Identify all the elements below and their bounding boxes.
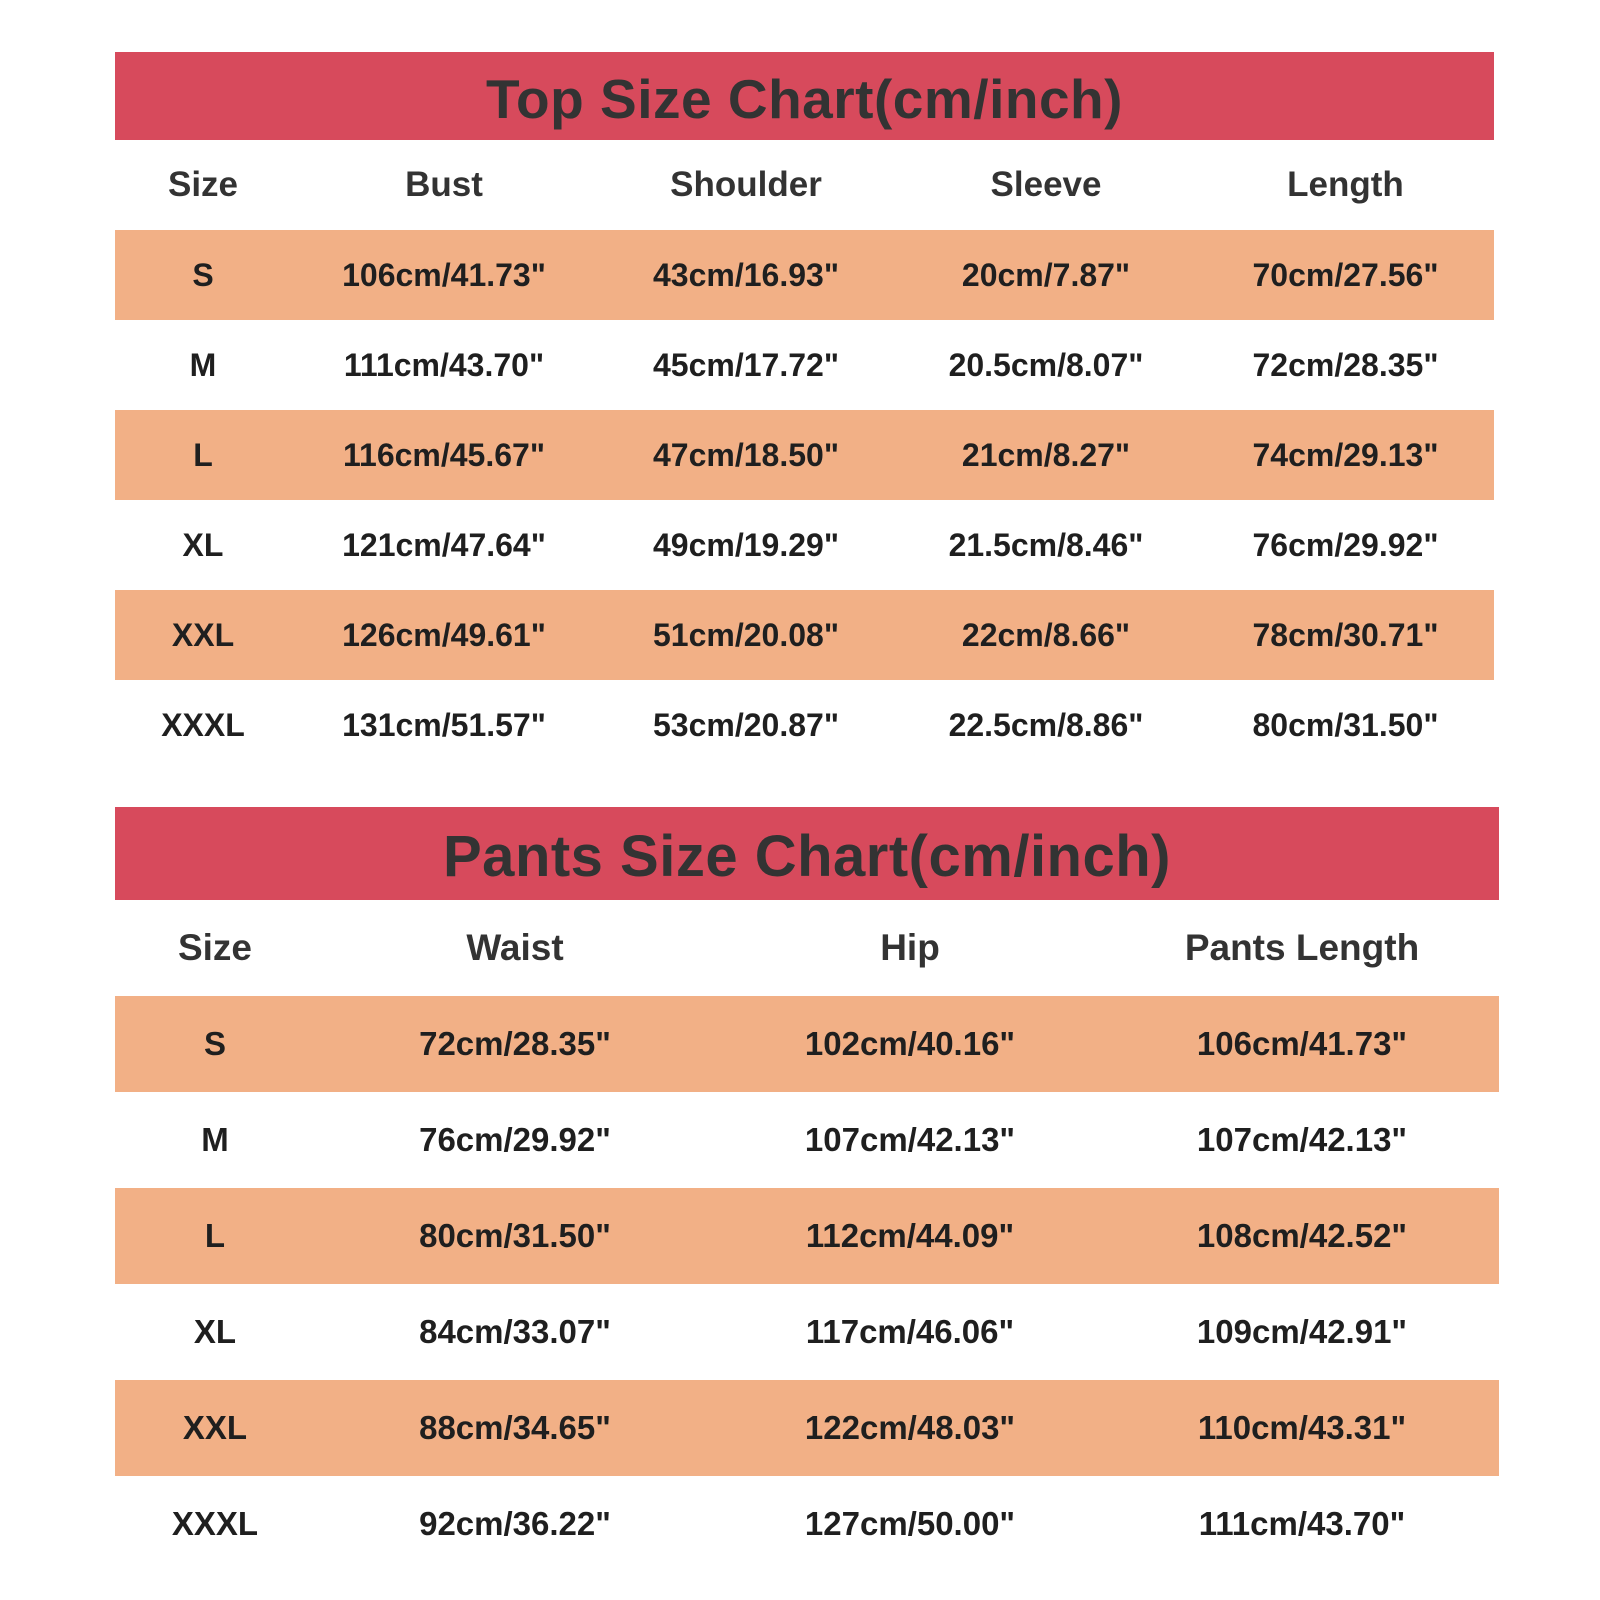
- hip-cell: 117cm/46.06": [805, 1313, 1015, 1350]
- size-cell: XXL: [115, 1380, 315, 1476]
- table-row: [115, 1476, 1499, 1572]
- waist-cell: 80cm/31.50": [315, 1188, 715, 1284]
- column-header-size: Size: [167, 165, 239, 204]
- hip-cell: 122cm/48.03": [715, 1380, 1105, 1476]
- pants-size-chart: [115, 807, 1499, 1572]
- length-cell: 74cm/29.13": [1197, 410, 1494, 500]
- pants-length-cell: 110cm/43.31": [1105, 1380, 1499, 1476]
- table-row: [115, 590, 1494, 680]
- bust-cell: 131cm/51.57": [342, 706, 546, 743]
- size-cell: XL: [193, 1313, 237, 1350]
- table-row: [115, 500, 1494, 590]
- shoulder-cell: 53cm/20.87": [653, 706, 839, 743]
- pants-chart-title: Pants Size Chart(cm/inch): [115, 807, 1499, 900]
- size-cell: XXXL: [171, 1505, 259, 1542]
- size-cell: M: [201, 1121, 229, 1158]
- bust-cell: 116cm/45.67": [291, 410, 597, 500]
- column-header-pants-length: Pants Length: [1184, 927, 1420, 968]
- waist-cell: 72cm/28.35": [315, 996, 715, 1092]
- size-cell: M: [189, 346, 217, 383]
- waist-cell: 76cm/29.92": [419, 1121, 611, 1158]
- table-row: [115, 1188, 1499, 1284]
- pants-length-cell: 109cm/42.91": [1196, 1313, 1408, 1350]
- column-header-size: Size: [177, 927, 253, 968]
- hip-cell: 127cm/50.00": [804, 1505, 1016, 1542]
- sleeve-cell: 20cm/7.87": [895, 230, 1197, 320]
- waist-cell: 84cm/33.07": [419, 1313, 611, 1350]
- size-cell: S: [115, 996, 315, 1092]
- sleeve-cell: 22cm/8.66": [895, 590, 1197, 680]
- pants-length-cell: 107cm/42.13": [1196, 1121, 1408, 1158]
- pants-size-table: [115, 900, 1499, 1572]
- table-row: [115, 996, 1499, 1092]
- table-row: [115, 680, 1494, 770]
- column-header-waist: Waist: [466, 927, 564, 968]
- size-cell: XXL: [115, 590, 291, 680]
- top-size-chart: [115, 52, 1494, 770]
- bust-cell: 121cm/47.64": [342, 526, 546, 563]
- pants-length-cell: 111cm/43.70": [1198, 1505, 1406, 1542]
- shoulder-cell: 47cm/18.50": [597, 410, 895, 500]
- sleeve-cell: 21cm/8.27": [895, 410, 1197, 500]
- hip-cell: 112cm/44.09": [715, 1188, 1105, 1284]
- column-header-sleeve: Sleeve: [990, 165, 1102, 204]
- length-cell: 70cm/27.56": [1197, 230, 1494, 320]
- shoulder-cell: 51cm/20.08": [597, 590, 895, 680]
- top-header-row: [115, 140, 1494, 230]
- table-row: [115, 230, 1494, 320]
- column-header-shoulder: Shoulder: [670, 165, 822, 204]
- sleeve-cell: 20.5cm/8.07": [948, 346, 1144, 383]
- length-cell: 80cm/31.50": [1252, 706, 1439, 743]
- bust-cell: 106cm/41.73": [291, 230, 597, 320]
- shoulder-cell: 49cm/19.29": [653, 526, 839, 563]
- table-row: [115, 1380, 1499, 1476]
- shoulder-cell: 43cm/16.93": [597, 230, 895, 320]
- table-row: [115, 1092, 1499, 1188]
- hip-cell: 102cm/40.16": [715, 996, 1105, 1092]
- size-cell: L: [115, 410, 291, 500]
- length-cell: 78cm/30.71": [1197, 590, 1494, 680]
- top-chart-title: Top Size Chart(cm/inch): [115, 52, 1494, 140]
- pants-header-row: [115, 900, 1499, 996]
- size-cell: XXXL: [161, 706, 245, 743]
- bust-cell: 111cm/43.70": [343, 346, 545, 383]
- pants-length-cell: 106cm/41.73": [1105, 996, 1499, 1092]
- table-row: [115, 320, 1494, 410]
- sleeve-cell: 21.5cm/8.46": [948, 526, 1144, 563]
- table-row: [115, 410, 1494, 500]
- size-cell: XL: [182, 526, 224, 563]
- column-header-length: Length: [1287, 165, 1404, 204]
- shoulder-cell: 45cm/17.72": [653, 346, 839, 383]
- waist-cell: 88cm/34.65": [315, 1380, 715, 1476]
- size-cell: L: [115, 1188, 315, 1284]
- table-row: [115, 1284, 1499, 1380]
- column-header-bust: Bust: [405, 165, 483, 204]
- length-cell: 72cm/28.35": [1252, 346, 1439, 383]
- waist-cell: 92cm/36.22": [419, 1505, 611, 1542]
- length-cell: 76cm/29.92": [1252, 526, 1439, 563]
- size-cell: S: [115, 230, 291, 320]
- pants-length-cell: 108cm/42.52": [1105, 1188, 1499, 1284]
- sleeve-cell: 22.5cm/8.86": [948, 706, 1144, 743]
- column-header-hip: Hip: [880, 927, 940, 968]
- top-size-table: [115, 140, 1494, 770]
- hip-cell: 107cm/42.13": [804, 1121, 1016, 1158]
- bust-cell: 126cm/49.61": [291, 590, 597, 680]
